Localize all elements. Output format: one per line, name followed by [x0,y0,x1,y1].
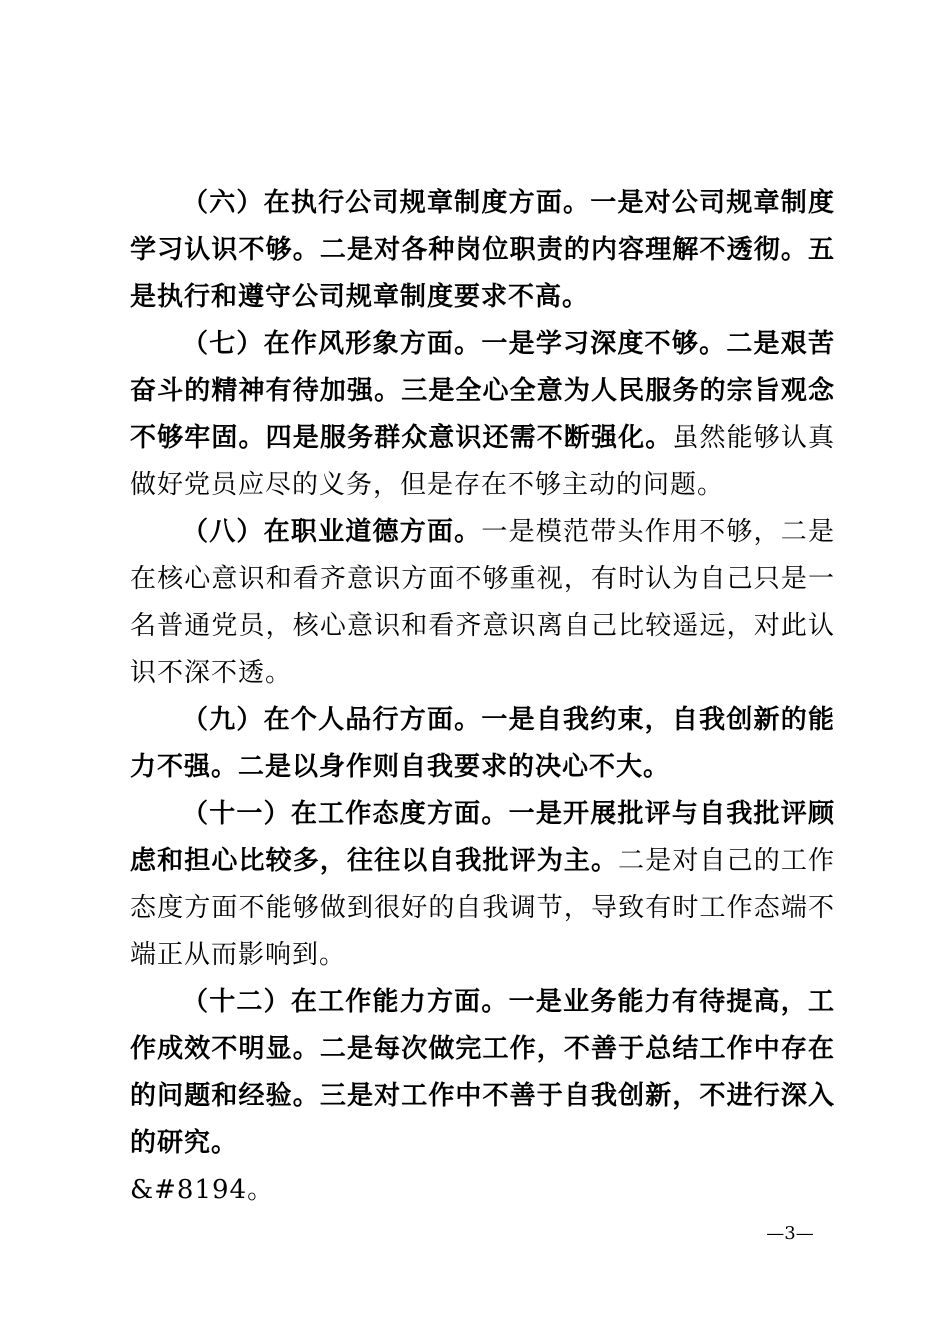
document-body [130,180,835,1214]
paragraph-nine-bold: （九）在个人品行方面。一是自我约束，自我创新的能力不强。二是以身作则自我要求的决心不大。 [130,705,835,782]
paragraph-nine [130,697,835,791]
page-number: —3— [766,1223,814,1244]
paragraph-seven-plain: 虽然能够认真做好党员应尽的义务，但是存在不够主动的问题。 [130,423,835,500]
paragraph-six [130,180,835,321]
paragraph-eleven-plain: 二是对自己的工作态度方面不能够做到很好的自我调节，导致有时工作态端不端正从而影响到。 [130,846,835,970]
paragraph-seven [130,321,835,509]
paragraph-twelve-bold: （十二）在工作能力方面。一是业务能力有待提高，工作成效不明显。二是每次做完工作，不善于总结工作中存在的问题和经验。三是对工作中不善于自我创新，不进行深入的研究。 [130,987,835,1158]
paragraph-seven-bold: （七）在作风形象方面。一是学习深度不够。二是艰苦奋斗的精神有待加强。三是全心全意为人民服务的宗旨观念不够牢固。四是服务群众意识还需不断强化。 [130,329,835,453]
paragraph-six-bold: （六）在执行公司规章制度方面。一是对公司规章制度学习认识不够。二是对各种岗位职责的内容理解不透彻。五是执行和遵守公司规章制度要求不高。 [130,188,835,312]
paragraph-eight-bold: （八）在职业道德方面。 [182,517,482,547]
trailing-text: &#8194。 [130,1175,275,1205]
paragraph-twelve [130,979,835,1167]
paragraph-eleven-bold: （十一）在工作态度方面。一是开展批评与自我批评顾虑和担心比较多，往往以自我批评为主。 [130,799,835,876]
paragraph-eight [130,509,835,697]
paragraph-eleven [130,791,835,979]
paragraph-eight-plain: 一是模范带头作用不够，二是在核心意识和看齐意识方面不够重视，有时认为自己只是一名普通党员，核心意识和看齐意识离自己比较遥远，对此认识不深不透。 [130,517,835,688]
